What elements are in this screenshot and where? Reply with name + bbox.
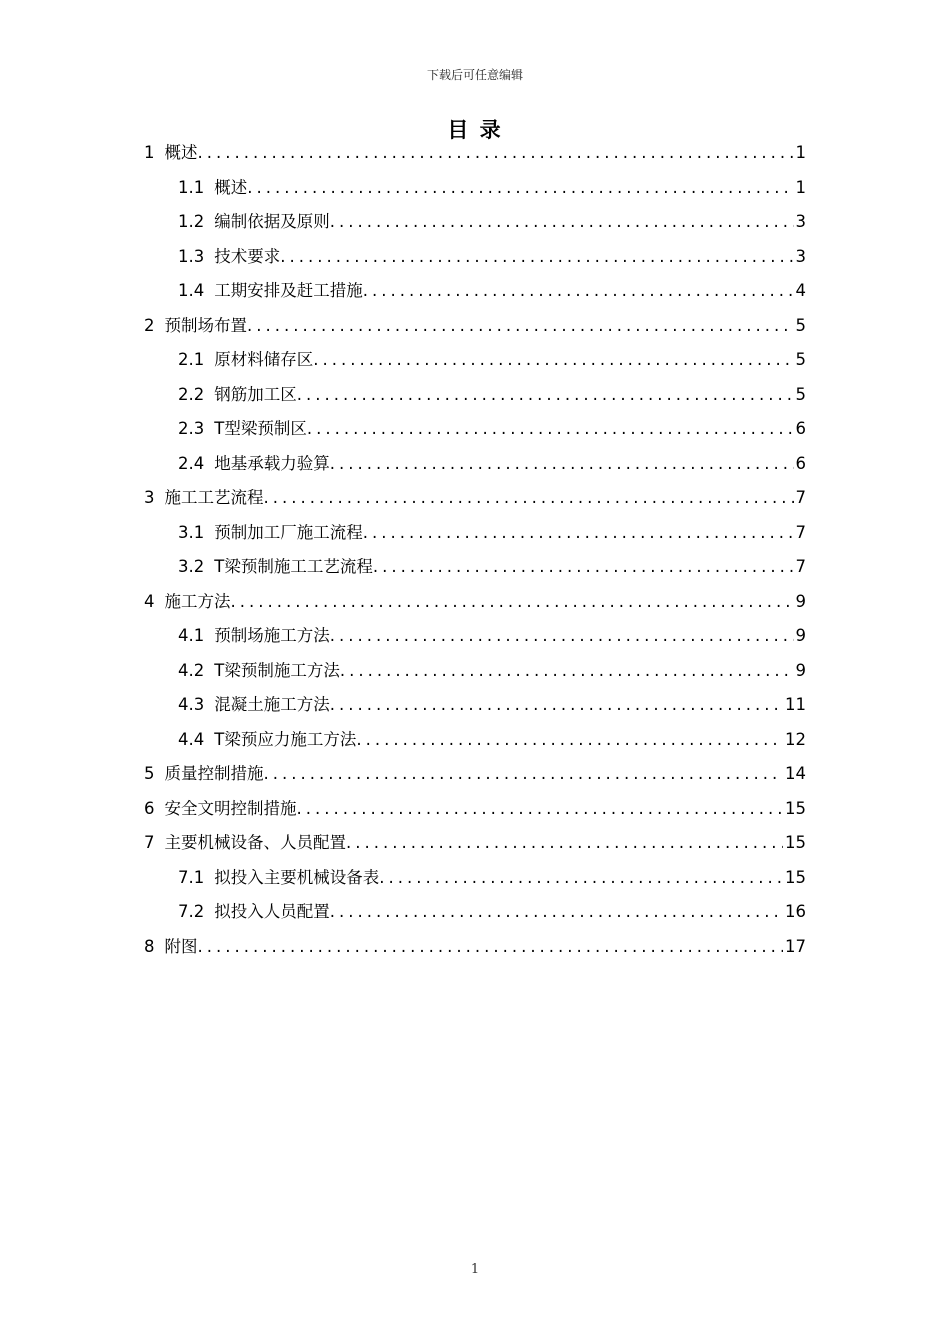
toc-leader-dots <box>330 626 794 646</box>
toc-leader-dots <box>198 937 784 957</box>
toc-entry-title: 钢筋加工区 <box>214 384 297 404</box>
toc-title: 目 录 <box>447 118 503 142</box>
toc-entry-number: 3.1 <box>178 522 205 542</box>
toc-entry-page: 9 <box>795 626 806 645</box>
toc-entry-number: 6 <box>144 798 155 818</box>
toc-leader-dots <box>340 661 794 681</box>
toc-entry-page: 7 <box>795 557 806 576</box>
toc-leader-dots <box>264 488 794 508</box>
toc-entry-page: 6 <box>795 453 806 473</box>
page-number: 1 <box>470 1262 480 1277</box>
toc-leader-dots <box>280 247 793 267</box>
toc-leader-dots <box>264 764 784 784</box>
toc-entry-title: 施工方法 <box>164 591 231 611</box>
toc-entry-number: 1 <box>144 143 155 162</box>
toc-entry-title: 主要机械设备、人员配置 <box>164 833 346 852</box>
toc-entry-title: 编制依据及原则 <box>214 212 330 231</box>
toc-entry-title: 概述 <box>164 143 198 162</box>
toc-entry-title: 混凝土施工方法 <box>214 695 330 714</box>
toc-entry-page: 7 <box>795 488 806 507</box>
toc-entry[interactable] <box>144 868 806 903</box>
toc-entry[interactable] <box>144 592 806 627</box>
toc-entry-page: 3 <box>795 212 806 231</box>
toc-entry-page: 9 <box>795 660 806 680</box>
toc-entry[interactable] <box>144 937 806 972</box>
toc-entry-number: 2.4 <box>178 453 205 473</box>
toc-entry-title: 原材料储存区 <box>214 350 314 369</box>
toc-leader-dots <box>356 730 783 750</box>
toc-leader-dots <box>346 833 783 853</box>
toc-entry[interactable] <box>144 143 806 178</box>
toc-entry-title: 预制加工厂施工流程 <box>214 522 363 542</box>
toc-entry-number: 7.2 <box>178 902 205 921</box>
toc-entry-page: 15 <box>785 867 806 887</box>
toc-entry-title: 地基承载力验算 <box>214 453 330 473</box>
toc-entry-title: 拟投入主要机械设备表 <box>214 867 380 887</box>
toc-entry[interactable] <box>144 799 806 834</box>
toc-entry-number: 7 <box>144 833 155 852</box>
toc-entry-title: 附图 <box>164 936 198 956</box>
toc-entry-page: 15 <box>785 833 806 852</box>
toc-entry-title: 预制场施工方法 <box>214 626 330 645</box>
toc-entry[interactable] <box>144 419 806 454</box>
toc-entry-page: 14 <box>785 764 806 783</box>
toc-entry-title: 概述 <box>214 177 248 197</box>
toc-entry-number: 2.3 <box>178 419 205 438</box>
toc-entry-page: 1 <box>795 143 806 162</box>
toc-entry[interactable] <box>144 212 806 247</box>
toc-list <box>144 143 806 971</box>
toc-entry-page: 4 <box>795 281 806 300</box>
toc-leader-dots <box>363 281 794 301</box>
toc-leader-dots <box>330 695 783 715</box>
toc-entry-title: 施工工艺流程 <box>164 488 264 507</box>
toc-entry-number: 2.2 <box>178 384 205 404</box>
toc-entry-title: 预制场布置 <box>164 315 247 335</box>
toc-entry-number: 1.2 <box>178 212 205 231</box>
toc-entry[interactable] <box>144 385 806 420</box>
toc-entry-number: 5 <box>144 764 155 783</box>
toc-entry[interactable] <box>144 350 806 385</box>
toc-entry-number: 3.2 <box>178 557 205 576</box>
toc-entry-title: T梁预制施工方法 <box>214 660 340 680</box>
toc-leader-dots <box>247 178 793 198</box>
toc-entry-page: 16 <box>785 902 806 921</box>
toc-entry-page: 9 <box>795 591 806 611</box>
toc-entry[interactable] <box>144 661 806 696</box>
toc-leader-dots <box>198 143 794 163</box>
toc-entry-number: 4.2 <box>178 660 205 680</box>
toc-entry[interactable] <box>144 247 806 282</box>
toc-entry-page: 12 <box>785 729 806 749</box>
toc-entry-number: 7.1 <box>178 867 205 887</box>
toc-leader-dots <box>330 212 794 232</box>
toc-entry[interactable] <box>144 626 806 661</box>
toc-entry[interactable] <box>144 695 806 730</box>
toc-entry-number: 1.1 <box>178 177 205 197</box>
toc-leader-dots <box>307 419 794 439</box>
toc-leader-dots <box>373 557 794 577</box>
toc-entry[interactable] <box>144 178 806 213</box>
toc-leader-dots <box>330 454 794 474</box>
toc-entry-number: 4 <box>144 591 155 611</box>
toc-entry-page: 11 <box>785 695 806 714</box>
toc-entry-title: 工期安排及赶工措施 <box>214 281 363 300</box>
toc-entry-title: 安全文明控制措施 <box>164 798 297 818</box>
toc-leader-dots <box>313 350 793 370</box>
toc-entry-page: 15 <box>785 798 806 818</box>
toc-entry-page: 3 <box>795 246 806 266</box>
toc-entry[interactable] <box>144 523 806 558</box>
toc-entry-number: 4.1 <box>178 626 205 645</box>
toc-entry[interactable] <box>144 730 806 765</box>
toc-entry[interactable] <box>144 833 806 868</box>
toc-entry-title: 拟投入人员配置 <box>214 902 330 921</box>
toc-leader-dots <box>297 385 794 405</box>
toc-entry-title: 技术要求 <box>214 246 281 266</box>
toc-entry-page: 1 <box>795 177 806 197</box>
toc-entry-title: T梁预制施工工艺流程 <box>214 557 373 576</box>
toc-entry[interactable] <box>144 316 806 351</box>
page-header: 下载后可任意编辑 <box>426 68 523 82</box>
toc-entry-number: 1.3 <box>178 246 205 266</box>
toc-entry-number: 8 <box>144 936 155 956</box>
toc-entry-page: 5 <box>795 350 806 369</box>
toc-entry-number: 4.3 <box>178 695 205 714</box>
toc-entry-page: 5 <box>795 384 806 404</box>
toc-entry-title: 质量控制措施 <box>164 764 264 783</box>
toc-entry-number: 3 <box>144 488 155 507</box>
toc-entry-number: 2.1 <box>178 350 205 369</box>
toc-entry[interactable] <box>144 902 806 937</box>
toc-leader-dots <box>297 799 784 819</box>
toc-leader-dots <box>379 868 783 888</box>
toc-leader-dots <box>363 523 794 543</box>
toc-leader-dots <box>231 592 794 612</box>
toc-entry[interactable] <box>144 557 806 592</box>
toc-leader-dots <box>247 316 794 336</box>
toc-entry[interactable] <box>144 764 806 799</box>
toc-entry-title: T型梁预制区 <box>214 419 307 438</box>
toc-entry-page: 17 <box>785 936 806 956</box>
toc-entry-number: 4.4 <box>178 729 205 749</box>
toc-leader-dots <box>330 902 783 922</box>
toc-entry-number: 2 <box>144 315 155 335</box>
toc-entry-page: 7 <box>795 522 806 542</box>
toc-entry[interactable] <box>144 281 806 316</box>
toc-entry-number: 1.4 <box>178 281 205 300</box>
toc-entry-page: 5 <box>795 315 806 335</box>
toc-entry[interactable] <box>144 454 806 489</box>
toc-entry-page: 6 <box>795 419 806 438</box>
toc-entry[interactable] <box>144 488 806 523</box>
toc-entry-title: T梁预应力施工方法 <box>214 729 357 749</box>
